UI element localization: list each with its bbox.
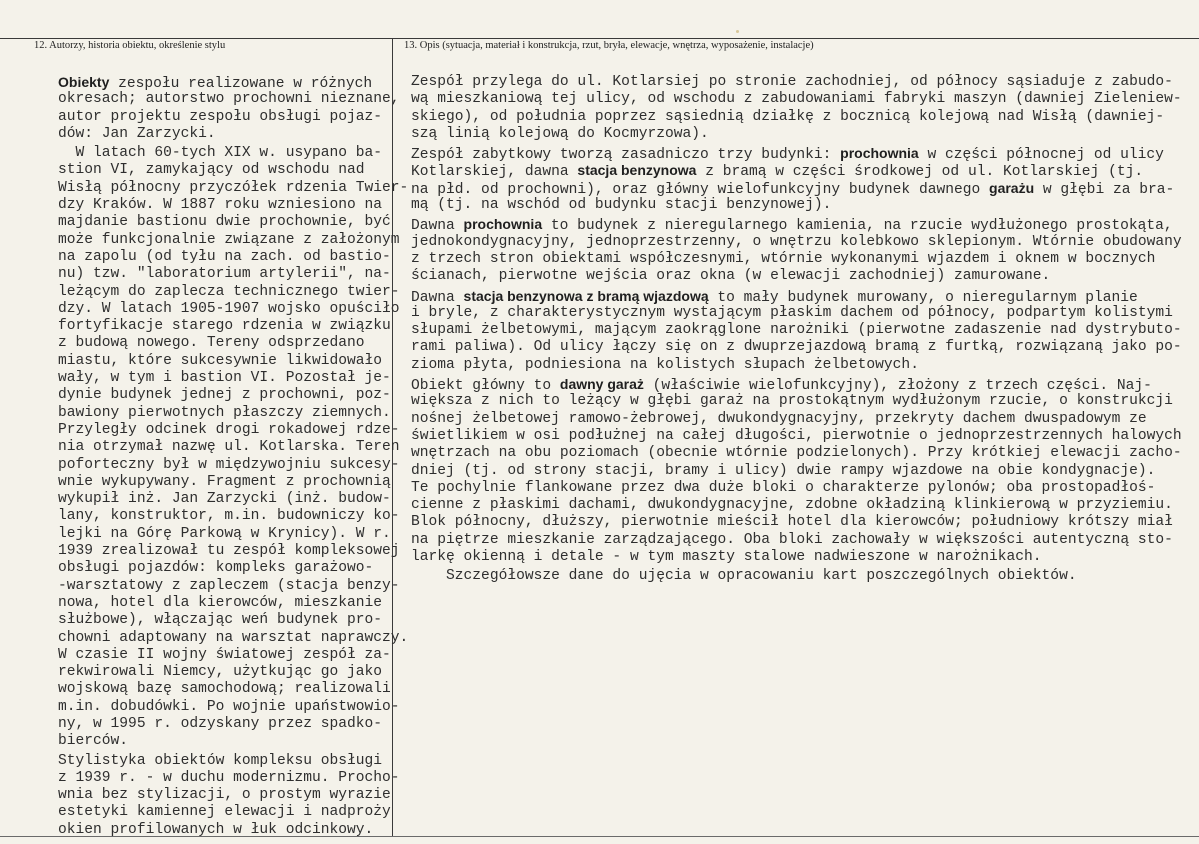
text-run: służbowe), włączając weń budynek pro- xyxy=(58,612,383,629)
text-run: na zapolu (od tyłu na zach. od bastio- xyxy=(58,248,391,265)
text-line xyxy=(58,353,388,370)
text-line xyxy=(58,439,400,456)
text-run: Przyległy odcinek drogi rokadowej rdze- xyxy=(58,421,400,438)
text-line xyxy=(58,248,391,266)
text-run: miastu, które sukcesywnie likwidowało xyxy=(58,352,383,369)
text-run: z bramą w części środkowej od ul. Kotlarskiej (tj. xyxy=(696,164,1144,181)
bold-term: garażu xyxy=(989,179,1035,196)
text-line xyxy=(58,370,391,387)
text-run: okien profilowanych w łuk odcinkowy. xyxy=(58,821,374,838)
text-line xyxy=(58,822,388,839)
text-line xyxy=(411,568,1156,585)
text-line xyxy=(411,497,1173,514)
text-line xyxy=(411,463,1156,480)
text-line xyxy=(58,595,388,612)
text-line xyxy=(58,753,388,770)
bold-term: Obiekty xyxy=(58,74,110,90)
text-run: W czasie II wojny światowej zespół za- xyxy=(58,646,391,663)
text-line xyxy=(58,404,391,422)
text-line xyxy=(58,91,400,108)
text-run: nowa, hotel dla kierowców, mieszkanie xyxy=(58,594,383,611)
text-line xyxy=(58,266,391,283)
text-run: -warsztatowy z zapleczem (stacja benzy- xyxy=(58,577,400,594)
text-run: skiego), od południa poprzez sąsiednią działkę z bocznicą kolejową nad Wisłą (dawniej- xyxy=(411,108,1165,125)
top-rule xyxy=(0,38,1199,39)
text-run: dzy Kraków. W 1887 roku wzniesiono na xyxy=(58,197,383,214)
text-run: to mały budynek murowany, o nieregularnym planie xyxy=(708,289,1138,306)
text-run: zioma płyta, podniesiona na kolistych słupach żelbetowych. xyxy=(411,356,919,373)
text-run: rami paliwa). Od ulicy łączy się on z dwuprzejazdową bramą z furtką, rozwiązaną jako po- xyxy=(411,339,1182,356)
text-line xyxy=(58,231,400,249)
text-run: Zespół przylega do ul. Kotlarsiej po stronie zachodniej, od północy sąsiaduje z zabudo- xyxy=(411,74,1173,90)
text-run: ścianach, pierwotne wejścia oraz okna (w elewacji zachodniej) zamurowane. xyxy=(411,268,1051,285)
text-run: nu) tzw. "laboratorium artylerii", na- xyxy=(58,266,391,283)
text-line xyxy=(411,162,1156,179)
text-run: lejki na Górę Parkową w Krynicy). W r. xyxy=(58,525,391,542)
text-line xyxy=(411,179,1175,198)
text-line xyxy=(411,531,1173,549)
text-run: większa z nich to leżący w głębi garaż na prostokątnym wydłużonym rzucie, o konstrukcji xyxy=(411,393,1173,410)
text-run: wnętrzach na obu poziomach (obecnie wtórnie podzielonych). Przy krótkiej elewacji zacho- xyxy=(411,445,1182,462)
text-line xyxy=(411,411,1156,428)
text-run: Dawna xyxy=(411,218,464,235)
text-line xyxy=(58,804,391,821)
text-line xyxy=(58,525,391,543)
text-run: estetyki kamiennej elewacji i nadproży xyxy=(58,804,391,821)
text-run: m.in. dobudówki. Po wojnie upaństwowio- xyxy=(58,698,400,715)
text-line xyxy=(58,162,388,179)
text-line xyxy=(411,91,1182,108)
text-run: lany, konstruktor, m.in. budowniczy ko- xyxy=(58,508,400,525)
text-line xyxy=(411,427,1182,445)
text-run: Blok północny, dłuższy, pierwotnie mieścił hotel dla kierowców; południowy krótszy miał xyxy=(411,514,1173,531)
text-run: Zespół zabytkowy tworzą zasadniczo trzy budynki: xyxy=(411,147,841,164)
text-line xyxy=(58,145,388,162)
text-run: okresach; autorstwo prochowni nieznane, xyxy=(58,91,400,108)
text-line xyxy=(411,304,1173,322)
bold-term: dawny garaż xyxy=(559,376,644,393)
text-line xyxy=(58,456,400,474)
text-run: z budową nowego. Tereny odsprzedano xyxy=(58,335,365,352)
text-run: Dawna xyxy=(411,289,464,306)
text-line xyxy=(411,197,1156,214)
bold-term: stacja benzynowa xyxy=(577,162,697,179)
text-line xyxy=(58,629,409,647)
description-text-column xyxy=(411,74,1182,586)
text-line xyxy=(411,74,1173,91)
text-line xyxy=(58,769,400,787)
text-line xyxy=(411,288,1156,305)
text-line xyxy=(58,664,388,681)
text-run: na piętrze mieszkanie zarządzającego. Oba bloki zachowały w większości autentyczną sto- xyxy=(411,531,1173,548)
text-line xyxy=(411,233,1182,251)
text-run: leżącym do zaplecza technicznego twier- xyxy=(58,283,400,300)
text-run: Te pochylnie flankowane przez dwa duże bloki o charakterze pylonów; oba prostopadłoś- xyxy=(411,479,1156,496)
text-line xyxy=(411,445,1182,462)
text-line xyxy=(58,318,391,335)
text-line xyxy=(58,74,388,91)
text-line xyxy=(58,473,391,491)
section-12-heading: 12. Autorzy, historia obiektu, określenie stylu xyxy=(34,40,226,51)
text-line xyxy=(58,300,400,318)
section-13-heading: 13. Opis (sytuacja, materiał i konstrukcja, rzut, bryła, elewacje, wnętrza, wyposażenie, instalacje) xyxy=(404,40,814,51)
text-run: szą linią kolejową do Kocmyrzowa). xyxy=(411,125,709,142)
text-line xyxy=(411,339,1182,356)
bold-term: prochownia xyxy=(463,216,543,233)
text-line xyxy=(58,543,400,560)
text-line xyxy=(58,787,391,804)
text-line xyxy=(58,733,388,750)
text-run: wą mieszkaniową tej ulicy, od wschodu z zabudowaniami fabryki maszyn (dawniej Zieleniew- xyxy=(411,91,1182,108)
text-line xyxy=(411,357,1156,374)
text-run: na płd. od prochowni), oraz główny wielofunkcyjny budynek dawnego xyxy=(411,181,990,198)
text-run: wojskową bazę samochodową; realizowali xyxy=(58,681,391,698)
text-run: majdanie bastionu dwie prochownie, być xyxy=(58,214,391,231)
text-line xyxy=(58,560,388,577)
text-run: cienne z płaskimi dachami, dwukondygnacyjne, zdobne okładziną klinkierową w przyziemiu. xyxy=(411,497,1173,514)
text-line xyxy=(58,698,400,716)
text-run: bierców. xyxy=(58,733,129,750)
text-run: z 1939 r. - w duchu modernizmu. Procho- xyxy=(58,769,400,786)
text-run: wnie wykupywany. Fragment z prochownią xyxy=(58,473,391,490)
text-run: fortyfikacje starego rdzenia w związku xyxy=(58,318,391,335)
text-line xyxy=(411,480,1156,497)
text-run: stion VI, zamykający od wschodu nad xyxy=(58,162,365,179)
text-run: rekwirowali Niemcy, użytkując go jako xyxy=(58,664,383,681)
text-line xyxy=(411,376,1156,393)
text-run: obsługi pojazdów: kompleks garażowo- xyxy=(58,560,374,577)
text-run: dynie budynek jednej z prochowni, poz- xyxy=(58,387,391,404)
text-run: nośnej żelbetowej ramowo-żebrowej, dwukondygnacyjny, przekryty dachem dwuspadowym ze xyxy=(411,410,1147,427)
text-line xyxy=(58,508,400,525)
text-line xyxy=(58,109,388,126)
text-run: chowni adaptowany na warsztat naprawczy. xyxy=(58,629,409,646)
text-run: larkę okienną i detale - w tym maszty stalowe nadwieszone w narożnikach. xyxy=(411,549,1042,566)
text-line xyxy=(411,108,1165,126)
text-line xyxy=(58,126,388,143)
text-run: ny, w 1995 r. odzyskany przez spadko- xyxy=(58,715,383,732)
text-line xyxy=(411,145,1164,164)
paper-speck xyxy=(736,30,739,33)
text-run: poforteczny był w międzywojniu sukcesy- xyxy=(58,456,400,473)
text-line xyxy=(58,214,391,231)
text-line xyxy=(58,283,400,301)
text-line xyxy=(411,126,1156,143)
text-run: wnia bez stylizacji, o prostym wyrazie xyxy=(58,787,391,804)
text-run: Kotlarskiej, dawna xyxy=(411,164,578,181)
history-text-column xyxy=(58,74,409,839)
text-line xyxy=(411,514,1173,531)
bold-term: stacja benzynowa z bramą wjazdową xyxy=(463,287,709,304)
text-run: wały, w tym i bastion VI. Pozostał je- xyxy=(58,370,391,387)
text-line xyxy=(58,612,388,629)
text-run: (właściwie wielofunkcyjny), złożony z trzech części. Naj- xyxy=(643,378,1152,395)
text-run: zespołu realizowane w różnych xyxy=(109,76,373,92)
text-run: z trzech stron obiektami współczesnymi, wtórnie wykonanymi wjazdem i oknem w bocznych xyxy=(411,250,1156,267)
text-run: dzy. W latach 1905-1907 wojsko opuściło xyxy=(58,300,400,317)
text-line xyxy=(58,646,391,664)
text-run: dów: Jan Zarzycki. xyxy=(58,125,216,142)
text-run: Wisłą północny przyczółek rdzenia Twier- xyxy=(58,179,409,196)
text-line xyxy=(58,681,391,698)
text-run: to budynek z nieregularnego kamienia, na rzucie wydłużonego prostokąta, xyxy=(542,218,1173,235)
text-line xyxy=(411,268,1156,285)
text-run: dniej (tj. od strony stacji, bramy i ulicy) dwie rampy wjazdowe na obie kondygnacje). xyxy=(411,462,1156,479)
text-line xyxy=(58,179,409,197)
text-run: w głębi za bra- xyxy=(1034,181,1175,198)
text-run: w części północnej od ulicy xyxy=(918,147,1164,164)
text-line xyxy=(411,549,1156,566)
text-line xyxy=(411,216,1173,235)
text-line xyxy=(411,251,1156,268)
text-run: słupami żelbetowymi, mającym zaokrąglone narożniki (pierwotne zadaszenie nad dystrybuto- xyxy=(411,322,1182,339)
text-run: Stylistyka obiektów kompleksu obsługi xyxy=(58,752,383,769)
text-line xyxy=(58,421,400,439)
text-line xyxy=(58,491,391,508)
text-run: Obiekt główny to xyxy=(411,378,560,395)
text-run: może funkcjonalnie związane z założonym xyxy=(58,231,400,248)
text-line xyxy=(411,393,1173,410)
bold-term: prochownia xyxy=(840,145,919,162)
text-run: Szczegółowsze dane do ujęcia w opracowaniu kart poszczególnych obiektów. xyxy=(411,568,1077,585)
text-run: jednokondygnacyjny, jednoprzestrzenny, o wnętrzu kolebkowo sklepionym. Wtórnie obudowany xyxy=(411,233,1182,250)
text-line xyxy=(58,716,388,733)
text-run: W latach 60-tych XIX w. usypano ba- xyxy=(58,145,383,162)
text-line xyxy=(58,335,388,352)
text-run: nia otrzymał nazwę ul. Kotlarska. Teren xyxy=(58,439,400,456)
text-run: 1939 zrealizował tu zespół kompleksowej xyxy=(58,543,400,560)
text-line xyxy=(58,197,388,214)
text-line xyxy=(411,322,1182,339)
text-run: autor projektu zespołu obsługi pojaz- xyxy=(58,108,383,125)
text-run: mą (tj. na wschód od budynku stacji benzynowej). xyxy=(411,197,832,214)
text-line xyxy=(58,577,400,595)
text-run: wykupił inż. Jan Zarzycki (inż. budow- xyxy=(58,491,391,508)
text-run: bawiony pierwotnych płaszczy ziemnych. xyxy=(58,404,391,421)
text-run: świetlikiem w osi podłużnej na całej długości, pierwotnie o jednoprzestrzennych halowych xyxy=(411,427,1182,444)
text-line xyxy=(58,387,391,404)
text-run: i bryle, z charakterystycznym wystającym płaskim dachem od północy, podpartym kolistymi xyxy=(411,304,1173,321)
